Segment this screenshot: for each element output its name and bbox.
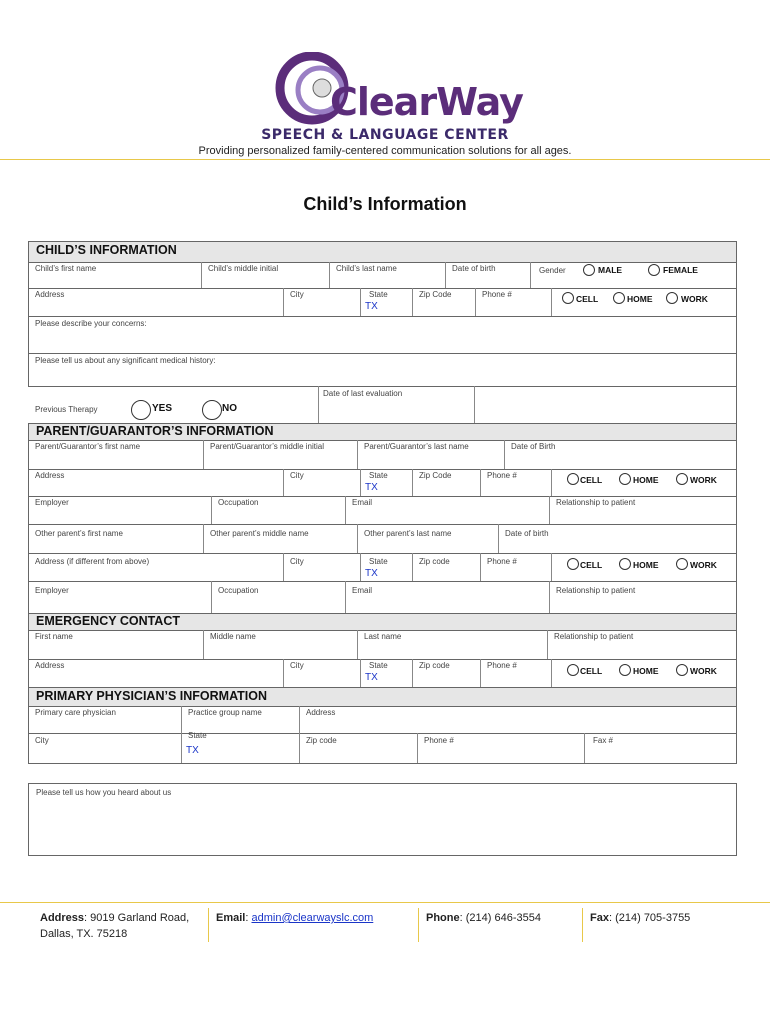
field-label: Email xyxy=(352,586,373,595)
home-radio[interactable] xyxy=(613,292,625,304)
child-last-name-field[interactable] xyxy=(330,262,446,288)
other-parent-first-name-field[interactable] xyxy=(29,524,204,553)
cell-radio[interactable] xyxy=(567,473,579,485)
page-title: Child’s Information xyxy=(303,194,467,214)
physician-city-row xyxy=(28,733,737,764)
home-label: HOME xyxy=(627,294,653,304)
child-phone-field[interactable] xyxy=(476,288,552,316)
field-label: Please describe your concerns: xyxy=(35,319,147,328)
field-label: City xyxy=(290,661,304,670)
parent-state-field[interactable] xyxy=(361,469,413,496)
physician-fax-field[interactable] xyxy=(585,733,738,763)
other-parent-address-row xyxy=(28,553,737,582)
home-label: HOME xyxy=(633,666,659,676)
no-label: NO xyxy=(222,403,237,414)
work-label: WORK xyxy=(690,560,717,570)
field-label: Date of last evaluation xyxy=(323,389,403,398)
cell-label: CELL xyxy=(576,294,599,304)
parent-city-field[interactable] xyxy=(284,469,361,496)
child-address-row xyxy=(28,288,737,317)
field-label: City xyxy=(290,290,304,299)
logo-text: ClearWay xyxy=(330,80,523,124)
cell-label: CELL xyxy=(580,475,603,485)
section-header-parent: PARENT/GUARANTOR’S INFORMATION xyxy=(28,423,737,441)
parent-address-row xyxy=(28,469,737,497)
footer-email-separator: : xyxy=(245,912,252,924)
field-label: Relationship to patient xyxy=(556,498,636,507)
field-label: Address xyxy=(35,290,65,299)
footer-address-label: Address xyxy=(40,912,85,924)
field-label: Relationship to patient xyxy=(556,586,636,595)
field-label: State xyxy=(369,471,388,480)
field-label: Phone # xyxy=(487,471,517,480)
field-label: Parent/Guarantor’s first name xyxy=(35,442,141,451)
physician-address-field[interactable] xyxy=(300,706,738,733)
footer-fax-label: Fax xyxy=(590,912,609,924)
field-label: Employer xyxy=(35,586,69,595)
work-radio[interactable] xyxy=(676,664,688,676)
state-value: TX xyxy=(365,568,378,579)
logo-subtitle: SPEECH & LANGUAGE CENTER xyxy=(261,127,509,143)
male-label: MALE xyxy=(598,265,623,275)
physician-city-field[interactable] xyxy=(29,733,182,763)
parent-name-row xyxy=(28,440,737,470)
field-label: Employer xyxy=(35,498,69,507)
child-dob-field[interactable] xyxy=(446,262,531,288)
other-parent-middle-name-field[interactable] xyxy=(204,524,358,553)
field-label: Zip Code xyxy=(419,471,452,480)
tagline: Providing personalized family-centered communication solutions for all ages. xyxy=(198,145,572,157)
field-label: Zip code xyxy=(306,736,337,745)
field-label: Email xyxy=(352,498,373,507)
work-radio[interactable] xyxy=(676,558,688,570)
field-label: Practice group name xyxy=(188,708,262,717)
emergency-state-field[interactable] xyxy=(361,659,413,687)
field-label: Phone # xyxy=(482,290,512,299)
work-label: WORK xyxy=(681,294,708,304)
footer-address-line2: Dallas, TX. 75218 xyxy=(40,928,128,940)
state-value: TX xyxy=(365,482,378,493)
parent-address-field[interactable] xyxy=(29,469,284,496)
child-name-row xyxy=(28,262,737,289)
field-label: Parent/Guarantor’s middle initial xyxy=(210,442,324,451)
work-label: WORK xyxy=(690,666,717,676)
divider xyxy=(0,159,770,160)
field-label: Occupation xyxy=(218,498,259,507)
field-label: State xyxy=(369,557,388,566)
other-parent-relationship-field[interactable] xyxy=(550,581,738,613)
practice-group-field[interactable] xyxy=(182,706,300,733)
emergency-address-field[interactable] xyxy=(29,659,284,687)
field-label: Phone # xyxy=(424,736,454,745)
section-header-child: CHILD’S INFORMATION xyxy=(28,241,737,263)
parent-employer-row xyxy=(28,496,737,525)
work-radio[interactable] xyxy=(676,473,688,485)
field-label: City xyxy=(35,736,49,745)
therapy-no-radio[interactable] xyxy=(202,400,222,420)
other-parent-address-field[interactable] xyxy=(29,553,284,581)
section-header-physician: PRIMARY PHYSICIAN’S INFORMATION xyxy=(28,687,737,707)
other-parent-dob-field[interactable] xyxy=(499,524,738,553)
therapy-yes-radio[interactable] xyxy=(131,400,151,420)
field-label: Zip code xyxy=(419,661,450,670)
emergency-city-field[interactable] xyxy=(284,659,361,687)
field-label: Parent/Guarantor’s last name xyxy=(364,442,469,451)
physician-name-row xyxy=(28,706,737,734)
cell-radio[interactable] xyxy=(567,664,579,676)
field-label: Date of Birth xyxy=(511,442,556,451)
field-label: Address xyxy=(306,708,336,717)
state-value: TX xyxy=(186,745,199,756)
emergency-relationship-field[interactable] xyxy=(548,630,738,659)
child-zip-field[interactable] xyxy=(413,288,476,316)
evaluation-extra-field[interactable] xyxy=(475,386,737,425)
work-radio[interactable] xyxy=(666,292,678,304)
other-parent-zip-field[interactable] xyxy=(413,553,481,581)
field-label: Date of birth xyxy=(452,264,496,273)
footer-email-label: Email xyxy=(216,912,246,924)
parent-dob-field[interactable] xyxy=(505,440,738,469)
parent-last-name-field[interactable] xyxy=(358,440,505,469)
previous-therapy-label: Previous Therapy xyxy=(35,405,98,414)
child-city-field[interactable] xyxy=(284,288,361,316)
field-label: Middle name xyxy=(210,632,256,641)
field-label: Date of birth xyxy=(505,529,549,538)
emergency-first-name-field[interactable] xyxy=(29,630,204,659)
last-evaluation-field[interactable] xyxy=(318,386,475,425)
footer-address-value: : 9019 Garland Road, xyxy=(84,912,190,924)
physician-state-field[interactable] xyxy=(182,733,300,763)
parent-employer-field[interactable] xyxy=(29,496,212,524)
emergency-address-row xyxy=(28,659,737,688)
footer-email-link[interactable]: admin@clearwayslc.com xyxy=(251,912,374,924)
yes-label: YES xyxy=(152,403,173,414)
other-parent-state-field[interactable] xyxy=(361,553,413,581)
field-label: City xyxy=(290,557,304,566)
footer-separator xyxy=(582,908,583,942)
cell-radio[interactable] xyxy=(567,558,579,570)
parent-relationship-field[interactable] xyxy=(550,496,738,524)
field-label: Occupation xyxy=(218,586,259,595)
footer-address xyxy=(40,910,205,942)
concerns-field[interactable] xyxy=(28,316,737,354)
field-label: Phone # xyxy=(487,557,517,566)
physician-zip-field[interactable] xyxy=(300,733,418,763)
other-parent-phone-field[interactable] xyxy=(481,553,552,581)
home-radio[interactable] xyxy=(619,473,631,485)
footer-email xyxy=(216,910,373,926)
field-label: Other parent’s last name xyxy=(364,529,452,538)
parent-email-field[interactable] xyxy=(346,496,550,524)
field-label: Address xyxy=(35,471,65,480)
footer-phone xyxy=(426,910,541,926)
gender-label: Gender xyxy=(539,266,566,275)
parent-middle-initial-field[interactable] xyxy=(204,440,358,469)
emergency-zip-field[interactable] xyxy=(413,659,481,687)
emergency-phone-field[interactable] xyxy=(481,659,552,687)
state-value: TX xyxy=(365,301,378,312)
footer-fax xyxy=(590,910,690,926)
home-label: HOME xyxy=(633,560,659,570)
field-label: Phone # xyxy=(487,661,517,670)
field-label: Primary care physician xyxy=(35,708,116,717)
home-radio[interactable] xyxy=(619,664,631,676)
footer-separator xyxy=(418,908,419,942)
field-label: Child’s first name xyxy=(35,264,97,273)
field-label: Child’s last name xyxy=(336,264,397,273)
footer-separator xyxy=(208,908,209,942)
other-parent-email-field[interactable] xyxy=(346,581,550,613)
field-label: Child’s middle initial xyxy=(208,264,279,273)
female-label: FEMALE xyxy=(663,265,698,275)
field-label: Please tell us how you heard about us xyxy=(36,788,172,797)
state-value: TX xyxy=(365,672,378,683)
parent-occupation-field[interactable] xyxy=(212,496,346,524)
parent-phone-field[interactable] xyxy=(481,469,552,496)
field-label: First name xyxy=(35,632,73,641)
cell-radio[interactable] xyxy=(562,292,574,304)
child-first-name-field[interactable] xyxy=(29,262,202,288)
therapy-row xyxy=(28,386,737,425)
primary-physician-field[interactable] xyxy=(29,706,182,733)
other-parent-city-field[interactable] xyxy=(284,553,361,581)
home-label: HOME xyxy=(633,475,659,485)
field-label: Relationship to patient xyxy=(554,632,634,641)
emergency-middle-name-field[interactable] xyxy=(204,630,358,659)
footer-divider xyxy=(0,902,770,903)
work-label: WORK xyxy=(690,475,717,485)
child-address-field[interactable] xyxy=(29,288,284,316)
field-label: Please tell us about any significant medical history: xyxy=(35,356,216,365)
cell-label: CELL xyxy=(580,560,603,570)
other-parent-employer-field[interactable] xyxy=(29,581,212,613)
physician-phone-field[interactable] xyxy=(418,733,585,763)
field-label: State xyxy=(369,290,388,299)
other-parent-employer-row xyxy=(28,581,737,614)
emergency-last-name-field[interactable] xyxy=(358,630,548,659)
field-label: Zip code xyxy=(419,557,450,566)
footer-phone-value: : (214) 646-3554 xyxy=(459,912,541,924)
field-label: Address xyxy=(35,661,65,670)
field-label: Address (if different from above) xyxy=(35,557,150,566)
field-label: Other parent’s first name xyxy=(35,529,123,538)
male-radio[interactable] xyxy=(583,264,595,276)
other-parent-occupation-field[interactable] xyxy=(212,581,346,613)
parent-zip-field[interactable] xyxy=(413,469,481,496)
field-label: State xyxy=(188,731,207,740)
heard-about-us-field[interactable] xyxy=(28,783,737,856)
section-header-emergency: EMERGENCY CONTACT xyxy=(28,613,737,631)
other-parent-last-name-field[interactable] xyxy=(358,524,499,553)
home-radio[interactable] xyxy=(619,558,631,570)
field-label: Fax # xyxy=(593,736,614,745)
field-label: City xyxy=(290,471,304,480)
cell-label: CELL xyxy=(580,666,603,676)
parent-first-name-field[interactable] xyxy=(29,440,204,469)
field-label: Zip Code xyxy=(419,290,452,299)
medical-history-field[interactable] xyxy=(28,353,737,387)
footer-fax-value: : (214) 705-3755 xyxy=(608,912,691,924)
field-label: Other parent’s middle name xyxy=(210,529,309,538)
other-parent-name-row xyxy=(28,524,737,554)
child-state-field[interactable] xyxy=(361,288,413,316)
emergency-name-row xyxy=(28,630,737,660)
field-label: State xyxy=(369,661,388,670)
child-middle-initial-field[interactable] xyxy=(202,262,330,288)
female-radio[interactable] xyxy=(648,264,660,276)
footer-phone-label: Phone xyxy=(426,912,460,924)
field-label: Last name xyxy=(364,632,402,641)
